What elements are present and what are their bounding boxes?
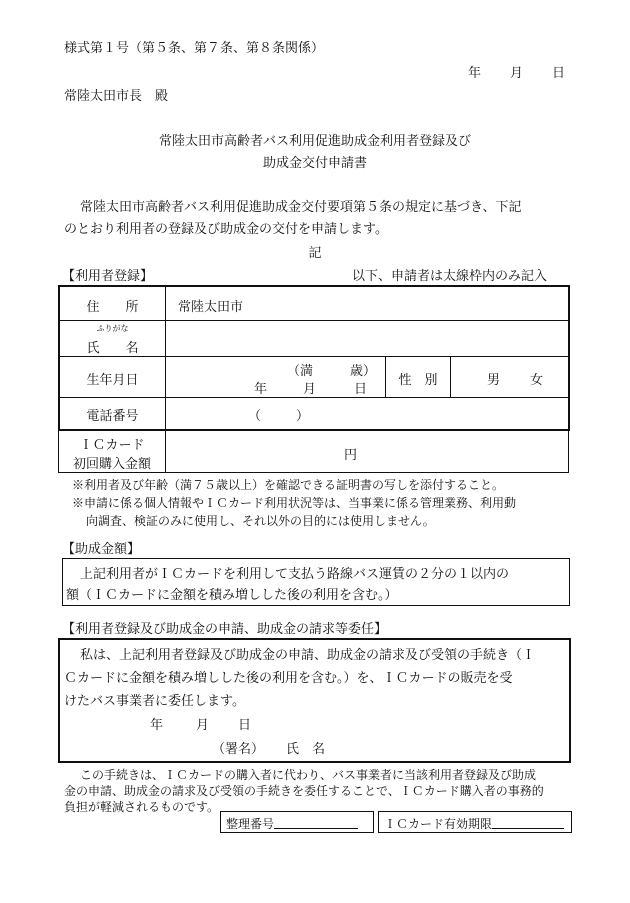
reference-number-label: 整理番号 [226, 817, 275, 831]
ic-card-unit: 円 [344, 448, 358, 463]
grant-line1: 上記利用者がＩＣカードを利用して支払う路線バス運賃の２分の１以内の [80, 567, 510, 582]
grant-line2: 額（ＩＣカードに金額を積み増しした後の利用を含む。） [66, 588, 398, 603]
sex-label: 性 別 [398, 373, 438, 388]
date-day: 日 [552, 66, 566, 81]
delegation-heading: 【利用者登録及び助成金の申請、助成金の請求等委任】 [62, 622, 388, 637]
note-privacy-line2: 向調査、検証のみに使用し、それ以外の目的には使用しません。 [86, 514, 435, 528]
delegation-day: 日 [238, 718, 252, 733]
phone-paren-close: ） [296, 409, 310, 424]
address-label: 住 所 [86, 300, 139, 315]
date-year: 年 [468, 66, 482, 81]
document-title-line2: 助成金交付申請書 [262, 156, 367, 171]
birth-label: 生年月日 [86, 373, 139, 388]
address-field[interactable]: 常陸太田市 [178, 300, 244, 315]
delegation-line2: Ｃカードに金額を積み増しした後の利用を含む。）を、ＩＣカードの販売を受 [64, 671, 513, 686]
addressee: 常陸太田市長 殿 [64, 89, 169, 104]
birth-month: 月 [303, 382, 317, 397]
note-certificate: ※利用者及び年齢（満７５歳以上）を確認できる証明書の写しを添付すること。 [72, 478, 505, 492]
ic-card-label-line2: 初回購入金額 [72, 457, 151, 472]
phone-paren-open: （ [248, 409, 262, 424]
sex-male-option[interactable]: 男 [487, 373, 501, 388]
form-number: 様式第１号（第５条、第７条、第８条関係） [64, 41, 325, 56]
date-month: 月 [510, 66, 524, 81]
signature-name-label: 氏 名 [286, 742, 326, 757]
registration-note: 以下、申請者は太線枠内のみ記入 [352, 269, 548, 284]
document-title-line1: 常陸太田市高齢者バス利用促進助成金利用者登録及び [158, 134, 471, 149]
phone-field[interactable] [170, 400, 565, 428]
grant-heading: 【助成金額】 [62, 542, 141, 557]
signature-label: （署名） [212, 742, 265, 757]
delegation-line1: 私は、上記利用者登録及び助成金の申請、助成金の請求及び受領の手続き（Ｉ [80, 648, 536, 663]
intro-line1: 常陸太田市高齢者バス利用促進助成金交付要項第５条の規定に基づき、下記 [80, 200, 522, 215]
name-field[interactable] [170, 322, 565, 354]
registration-heading: 【利用者登録】 [62, 269, 154, 284]
footer-line1: この手続きは、ＩＣカードの購入者に代わり、バス事業者に当該利用者登録及び助成 [80, 768, 537, 782]
age-open: （満 [287, 364, 314, 379]
ic-card-amount-field[interactable] [170, 434, 340, 468]
delegation-year: 年 [150, 718, 164, 733]
delegation-month: 月 [196, 718, 210, 733]
ic-card-label-line1: ＩＣカード [79, 438, 145, 453]
delegation-line3: けたバス事業者に委任します。 [64, 694, 245, 709]
footer-line2: 金の申請、助成金の請求及び受領の手続きを委任することで、ＩＣカード購入者の事務的 [64, 784, 544, 798]
ic-card-expiry-label: ＩＣカード有効期限 [384, 817, 493, 831]
phone-label: 電話番号 [86, 409, 139, 424]
name-label: 氏 名 [86, 341, 139, 356]
note-privacy-line1: ※申請に係る個人情報やＩＣカード利用状況等は、当事業に係る管理業務、利用動 [72, 496, 517, 510]
furigana-label: ふりがな [96, 324, 129, 333]
footer-line3: 負担が軽減されるものです。 [64, 800, 220, 814]
birth-year: 年 [254, 382, 268, 397]
sex-female-option[interactable]: 女 [530, 373, 544, 388]
age-close: 歳） [350, 364, 377, 379]
birth-day: 日 [354, 382, 368, 397]
intro-line2: のとおり利用者の登録及び助成金の交付を申請します。 [64, 222, 388, 237]
ki-label: 記 [308, 246, 322, 261]
